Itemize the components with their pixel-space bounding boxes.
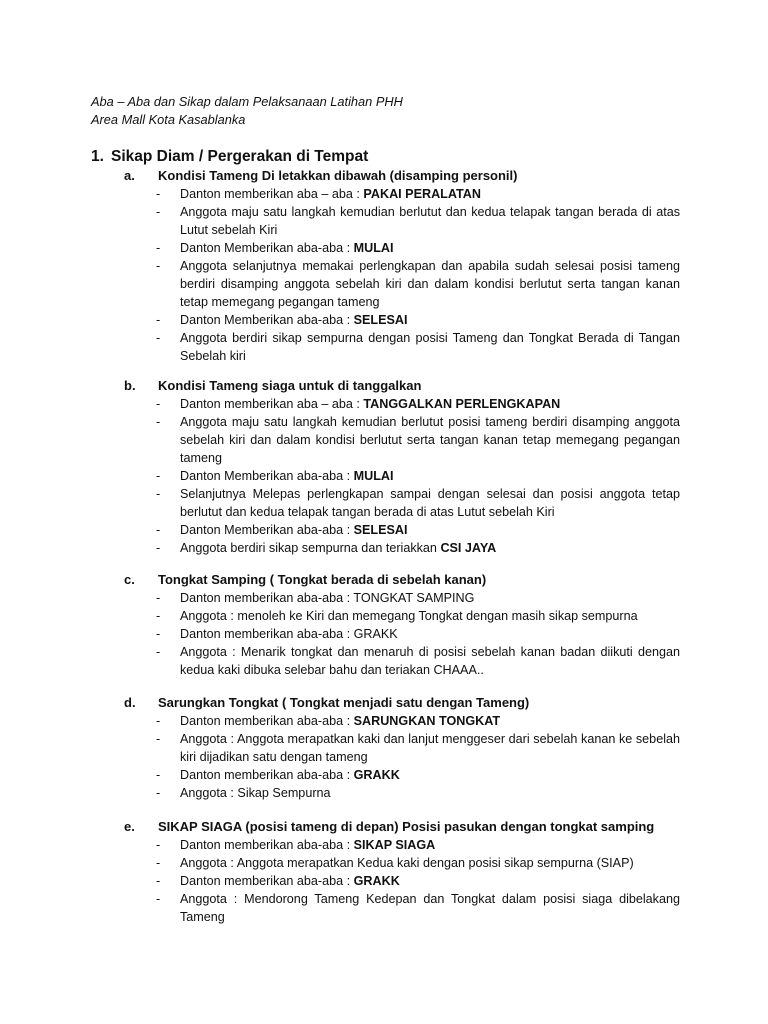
item-list <box>124 589 680 679</box>
subsection-heading <box>124 377 680 395</box>
list-item <box>156 203 680 239</box>
item-text: Danton memberikan aba-aba : <box>180 874 354 888</box>
item-text: Anggota : menoleh ke Kiri dan memegang Tongkat dengan masih sikap sempurna <box>180 609 638 623</box>
item-text: Anggota berdiri sikap sempurna dan teriakkan <box>180 541 441 555</box>
subsection-letter: c. <box>124 572 135 587</box>
list-item <box>156 395 680 413</box>
command-text: CSI JAYA <box>440 541 497 555</box>
list-item <box>156 467 680 485</box>
item-text: Danton memberikan aba-aba : GRAKK <box>180 627 398 641</box>
subsection-e <box>124 818 680 926</box>
command-text: SELESAI <box>353 523 408 537</box>
item-text: Selanjutnya Melepas perlengkapan sampai dengan selesai dan posisi anggota tetap berlutut dan kedua telapak tangan berada di atas Lutut sebelah Kiri <box>180 487 680 519</box>
item-text: Anggota : Sikap Sempurna <box>180 786 331 800</box>
list-item <box>156 239 680 257</box>
item-text: Anggota maju satu langkah kemudian berlutut dan kedua telapak tangan berada di atas Lutut sebelah Kiri <box>180 205 680 237</box>
subsection-d <box>124 694 680 802</box>
section-title: Sikap Diam / Pergerakan di Tempat <box>111 148 369 165</box>
list-item <box>156 836 680 854</box>
subsection-title: Sarungkan Tongkat ( Tongkat menjadi satu dengan Tameng) <box>158 695 530 710</box>
subsection-letter: d. <box>124 695 136 710</box>
list-item <box>156 521 680 539</box>
list-item <box>156 784 680 802</box>
document-header <box>91 93 403 129</box>
item-text: Anggota maju satu langkah kemudian berlutut posisi tameng berdiri disamping anggota sebelah kiri dan dalam kondisi berlutut serta tangan kanan tetap memegang pegangan tameng <box>180 415 680 465</box>
command-text: MULAI <box>353 241 394 255</box>
list-item <box>156 854 680 872</box>
item-text: Danton memberikan aba – aba : <box>180 187 364 201</box>
item-text: Anggota : Anggota merapatkan kaki dan lanjut menggeser dari sebelah kanan ke sebelah kiri dijadikan satu dengan tameng <box>180 732 680 764</box>
subsection-heading <box>124 694 680 712</box>
bullet-dash: - <box>156 523 161 537</box>
item-text: Danton memberikan aba-aba : <box>180 714 354 728</box>
item-text: Danton memberikan aba – aba : <box>180 397 364 411</box>
item-list <box>124 836 680 926</box>
item-text: Danton Memberikan aba-aba : <box>180 469 354 483</box>
bullet-dash: - <box>156 874 161 888</box>
item-text: Anggota : Anggota merapatkan Kedua kaki dengan posisi sikap sempurna (SIAP) <box>180 856 634 870</box>
bullet-dash: - <box>156 313 161 327</box>
item-text: Anggota selanjutnya memakai perlengkapan dan apabila sudah selesai posisi tameng berdiri disamping anggota sebelah kiri dan dalam kondisi berlutut serta tangan kanan tetap memegang pegangan tameng <box>180 259 680 309</box>
list-item <box>156 329 680 365</box>
subsection-title: Kondisi Tameng Di letakkan dibawah (disamping personil) <box>158 168 518 183</box>
list-item <box>156 625 680 643</box>
bullet-dash: - <box>156 241 161 255</box>
bullet-dash: - <box>156 541 161 555</box>
subsection-letter: a. <box>124 168 135 183</box>
bullet-dash: - <box>156 259 161 273</box>
bullet-dash: - <box>156 397 161 411</box>
header-location: Area Mall Kota Kasablanka <box>91 112 246 127</box>
list-item <box>156 643 680 679</box>
item-list <box>124 395 680 557</box>
subsection-letter: b. <box>124 378 136 393</box>
bullet-dash: - <box>156 415 161 429</box>
header-title: Aba – Aba dan Sikap dalam Pelaksanaan Latihan PHH <box>91 94 403 109</box>
item-text: Anggota : Menarik tongkat dan menaruh di posisi sebelah kanan badan diikuti dengan kedua kaki dibuka selebar bahu dan teriakan CHAAA.. <box>180 645 680 677</box>
subsection-title: SIKAP SIAGA (posisi tameng di depan) Posisi pasukan dengan tongkat samping <box>158 819 655 834</box>
item-text: Danton memberikan aba-aba : <box>180 838 354 852</box>
bullet-dash: - <box>156 205 161 219</box>
list-item <box>156 413 680 467</box>
bullet-dash: - <box>156 609 161 623</box>
bullet-dash: - <box>156 786 161 800</box>
bullet-dash: - <box>156 591 161 605</box>
list-item <box>156 257 680 311</box>
command-text: TANGGALKAN PERLENGKAPAN <box>363 397 561 411</box>
command-text: SIKAP SIAGA <box>353 838 436 852</box>
list-item <box>156 872 680 890</box>
subsection-title: Tongkat Samping ( Tongkat berada di sebelah kanan) <box>158 572 487 587</box>
list-item <box>156 311 680 329</box>
command-text: MULAI <box>353 469 394 483</box>
item-text: Anggota : Mendorong Tameng Kedepan dan Tongkat dalam posisi siaga dibelakang Tameng <box>180 892 680 924</box>
bullet-dash: - <box>156 469 161 483</box>
item-list <box>124 185 680 365</box>
subsection-heading <box>124 167 680 185</box>
list-item <box>156 712 680 730</box>
subsection-title: Kondisi Tameng siaga untuk di tanggalkan <box>158 378 422 393</box>
item-text: Danton Memberikan aba-aba : <box>180 241 354 255</box>
list-item <box>156 589 680 607</box>
subsection-a <box>124 167 680 365</box>
bullet-dash: - <box>156 645 161 659</box>
item-text: Danton memberikan aba-aba : TONGKAT SAMPING <box>180 591 475 605</box>
list-item <box>156 890 680 926</box>
bullet-dash: - <box>156 838 161 852</box>
item-list <box>124 712 680 802</box>
list-item <box>156 539 680 557</box>
bullet-dash: - <box>156 732 161 746</box>
bullet-dash: - <box>156 627 161 641</box>
bullet-dash: - <box>156 856 161 870</box>
bullet-dash: - <box>156 187 161 201</box>
bullet-dash: - <box>156 714 161 728</box>
command-text: SELESAI <box>353 313 408 327</box>
command-text: GRAKK <box>353 874 400 888</box>
list-item <box>156 607 680 625</box>
subsection-heading <box>124 818 680 836</box>
item-text: Danton Memberikan aba-aba : <box>180 313 354 327</box>
section-heading <box>91 147 368 167</box>
section-number: 1. <box>91 148 104 165</box>
command-text: PAKAI PERALATAN <box>363 187 481 201</box>
subsection-letter: e. <box>124 819 135 834</box>
item-text: Danton Memberikan aba-aba : <box>180 523 354 537</box>
list-item <box>156 730 680 766</box>
bullet-dash: - <box>156 487 161 501</box>
list-item <box>156 766 680 784</box>
list-item <box>156 485 680 521</box>
bullet-dash: - <box>156 331 161 345</box>
subsection-c <box>124 571 680 679</box>
item-text: Anggota berdiri sikap sempurna dengan posisi Tameng dan Tongkat Berada di Tangan Sebelah kiri <box>180 331 680 363</box>
item-text: Danton memberikan aba-aba : <box>180 768 354 782</box>
subsection-b <box>124 377 680 557</box>
command-text: SARUNGKAN TONGKAT <box>353 714 501 728</box>
command-text: GRAKK <box>353 768 400 782</box>
list-item <box>156 185 680 203</box>
bullet-dash: - <box>156 892 161 906</box>
bullet-dash: - <box>156 768 161 782</box>
subsection-heading <box>124 571 680 589</box>
